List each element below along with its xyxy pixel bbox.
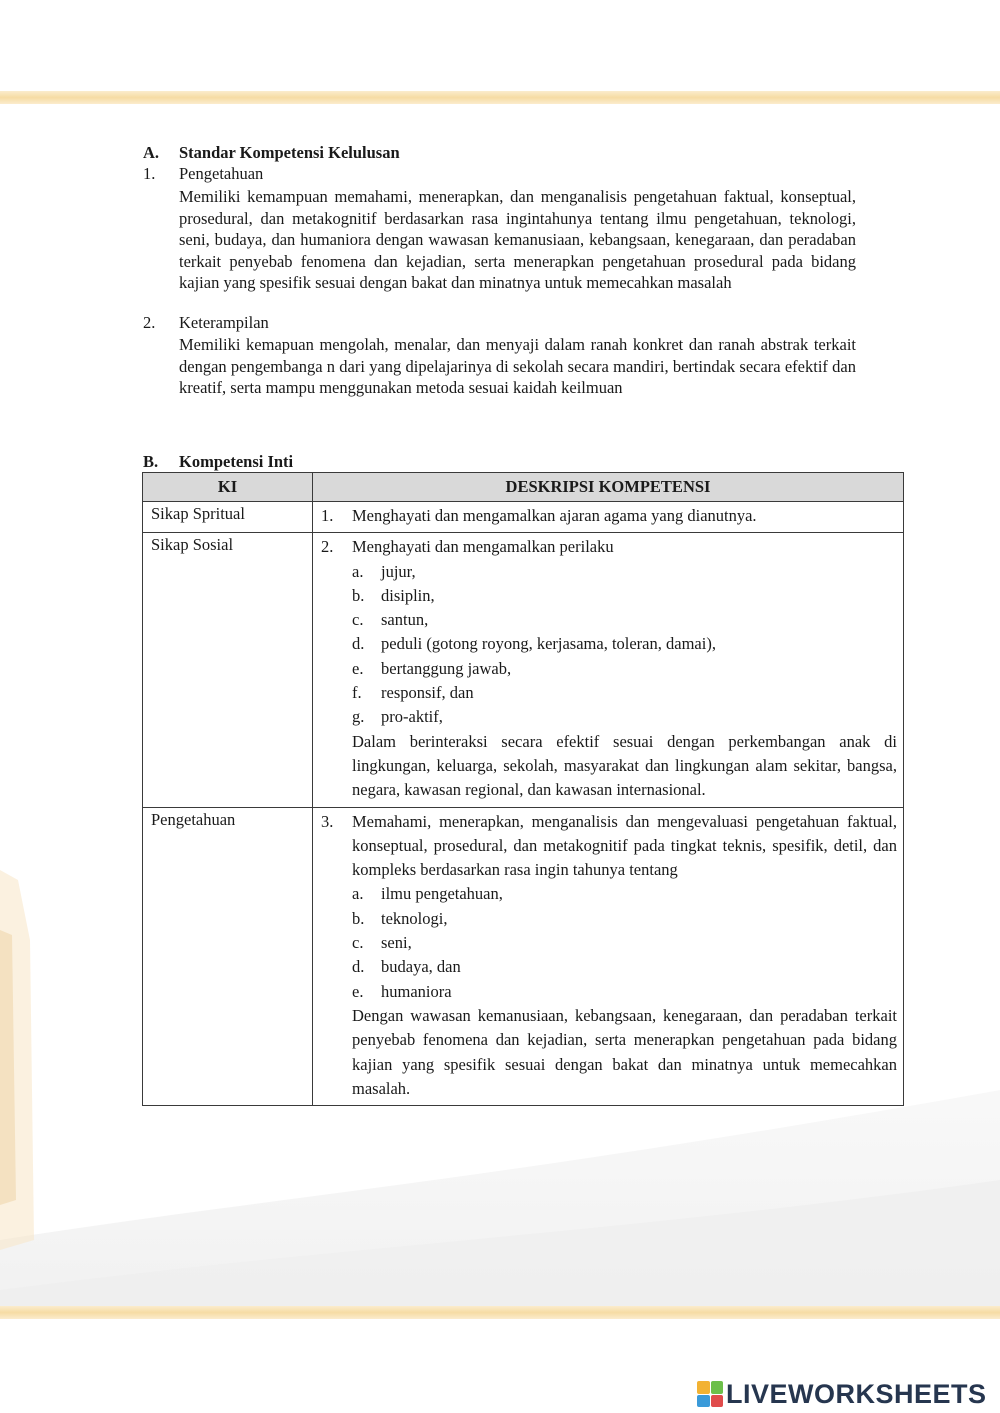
list-text: budaya, dan xyxy=(381,957,461,977)
section-a-heading xyxy=(143,143,400,163)
item-1-title: Pengetahuan xyxy=(179,164,264,183)
item-2-title: Keterampilan xyxy=(179,313,269,332)
table-row xyxy=(143,533,904,807)
item-2-paragraph: Memiliki kemapuan mengolah, menalar, dan menyaji dalam ranah konkret dan ranah abstrak terkait dengan pengembanga n dari yang dipelajarinya di sekolah secara mandiri, bertindak secara efektif dan kreatif, serta mampu menggunakan metoda sesuai kaidah keilmuan xyxy=(179,335,856,397)
list-text: jujur, xyxy=(381,561,416,581)
list-text: teknologi, xyxy=(381,908,448,928)
list-item xyxy=(352,632,897,656)
table-header-row xyxy=(143,473,904,502)
item-1-number: 1. xyxy=(143,164,156,183)
list-text: disiplin, xyxy=(381,585,435,605)
list-letter: g. xyxy=(352,707,365,727)
list-letter: d. xyxy=(352,957,365,977)
table-row xyxy=(143,502,904,533)
list-item xyxy=(352,907,897,931)
desc-number: 2. xyxy=(321,537,334,557)
liveworksheets-logo-icon xyxy=(697,1381,723,1407)
header-deskripsi: DESKRIPSI KOMPETENSI xyxy=(313,473,904,502)
header-ki: KI xyxy=(143,473,313,502)
list-letter: c. xyxy=(352,933,364,953)
list-item xyxy=(352,608,897,632)
list-letter: d. xyxy=(352,634,365,654)
section-a-title: Standar Kompetensi Kelulusan xyxy=(179,143,400,162)
desc-text: Menghayati dan mengamalkan ajaran agama yang dianutnya. xyxy=(352,506,757,525)
kompetensi-inti-table xyxy=(142,472,904,1106)
list-text: peduli (gotong royong, kerjasama, toleran, damai), xyxy=(381,634,716,654)
list-letter: b. xyxy=(352,585,365,605)
list-item xyxy=(352,681,897,705)
section-b-title: Kompetensi Inti xyxy=(179,452,294,471)
logo-text: LIVEWORKSHEETS xyxy=(726,1378,987,1409)
desc-cell-sikap-spritual xyxy=(313,502,904,533)
list-text: humaniora xyxy=(381,981,452,1001)
list-letter: a. xyxy=(352,561,364,581)
list-item xyxy=(352,931,897,955)
item-2-heading xyxy=(143,313,269,333)
ki-cell-sikap-sosial: Sikap Sosial xyxy=(143,533,313,807)
desc-text: Memahami, menerapkan, menganalisis dan mengevaluasi pengetahuan faktual, konseptual, prosedural, dan metakognitif pada tingkat teknis, spesifik, detil, dan kompleks berdasarkan rasa ingin tahunya tentang xyxy=(352,811,897,880)
list-item xyxy=(352,980,897,1004)
list-letter: b. xyxy=(352,908,365,928)
ki-cell-sikap-spritual: Sikap Spritual xyxy=(143,502,313,533)
list-item xyxy=(352,584,897,608)
item-1-heading xyxy=(143,164,263,184)
section-b-marker: B. xyxy=(143,452,159,471)
desc-closing: Dalam berinteraksi secara efektif sesuai dengan perkembangan anak di lingkungan, keluarga, sekolah, masyarakat dan lingkungan alam sekitar, bangsa, negara, kawasan regional, dan kawasan internasional. xyxy=(352,731,897,800)
desc-text: Menghayati dan mengamalkan perilaku xyxy=(352,537,614,557)
list-item xyxy=(352,705,897,729)
list-text: responsif, dan xyxy=(381,683,474,703)
list-text: seni, xyxy=(381,933,412,953)
desc-number: 3. xyxy=(321,811,334,831)
list-text: pro-aktif, xyxy=(381,707,443,727)
bottom-decorative-band xyxy=(0,1306,1000,1319)
list-item xyxy=(352,882,897,906)
list-letter: e. xyxy=(352,658,364,678)
liveworksheets-logo[interactable] xyxy=(697,1378,987,1410)
list-item xyxy=(352,560,897,584)
list-text: ilmu pengetahuan, xyxy=(381,884,503,904)
item-2-number: 2. xyxy=(143,313,156,332)
desc-closing: Dengan wawasan kemanusiaan, kebangsaan, kenegaraan, dan peradaban terkait penyebab fenomena dan kejadian, serta menerapkan pengetahuan pada bidang kajian yang spesifik sesuai dengan bakat dan minatnya untuk memecahkan masalah. xyxy=(352,1005,897,1098)
desc-cell-sikap-sosial xyxy=(313,533,904,807)
list-letter: f. xyxy=(352,683,362,703)
list-letter: a. xyxy=(352,884,364,904)
desc-number: 1. xyxy=(321,506,334,525)
list-item xyxy=(352,955,897,979)
top-decorative-band xyxy=(0,91,1000,104)
item-1-paragraph: Memiliki kemampuan memahami, menerapkan, dan menganalisis pengetahuan faktual, konseptual, prosedural, dan metakognitif berdasarkan rasa ingintahunya tentang ilmu pengetahuan, teknologi, seni, budaya, dan humaniora dengan wawasan kemanusiaan, kebangsaan, kenegaraan, dan peradaban terkait penyebab fenomena dan kejadian, serta menerapkan pengetahuan prosedural pada bidang kajian yang spesifik sesuai dengan bakat dan minatnya untuk memecahkan masalah xyxy=(179,187,856,292)
list-letter: c. xyxy=(352,610,364,630)
list-text: santun, xyxy=(381,610,429,630)
list-letter: e. xyxy=(352,981,364,1001)
section-a-marker: A. xyxy=(143,143,160,162)
ki-cell-pengetahuan: Pengetahuan xyxy=(143,807,313,1106)
table-row xyxy=(143,807,904,1106)
list-text: bertanggung jawab, xyxy=(381,658,512,678)
desc-cell-pengetahuan xyxy=(313,807,904,1106)
section-b-heading xyxy=(143,452,293,472)
list-item xyxy=(352,657,897,681)
